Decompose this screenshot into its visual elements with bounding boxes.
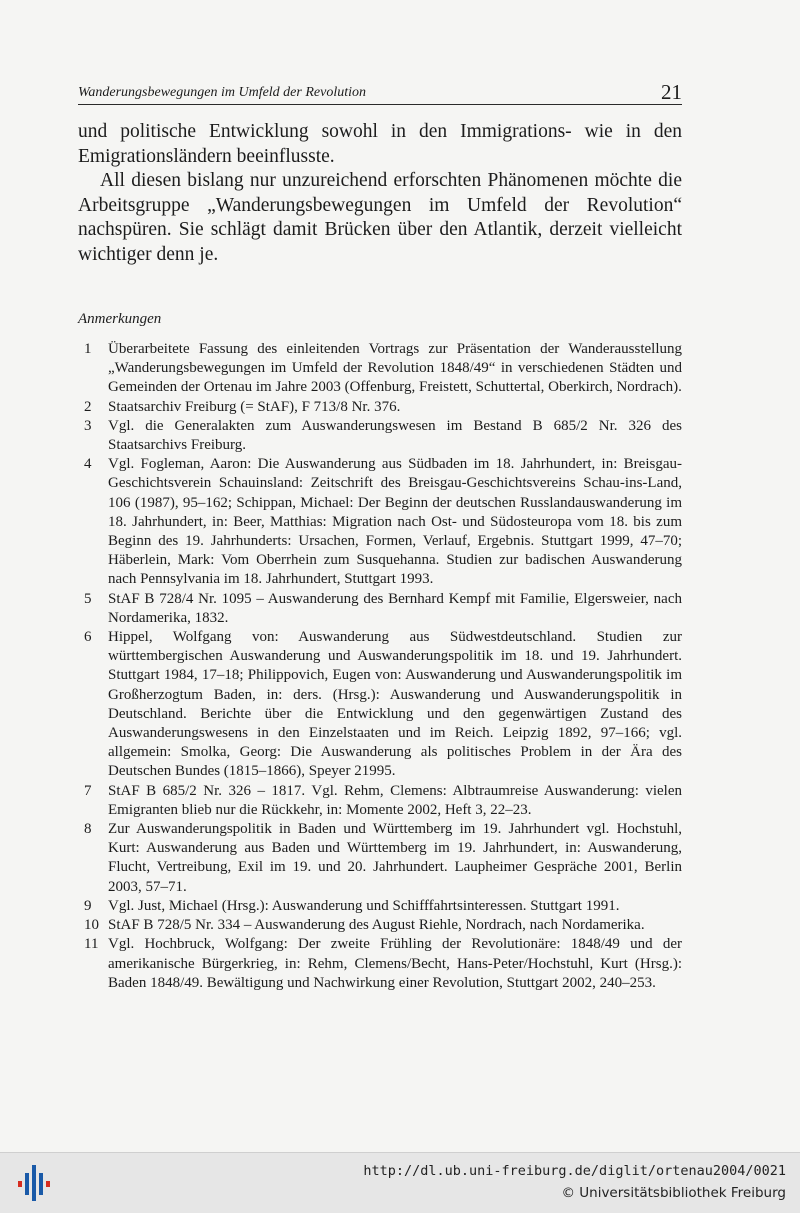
- note-item: [78, 820, 682, 897]
- note-item: [78, 340, 682, 398]
- note-item: [78, 782, 682, 820]
- note-number: 3: [84, 417, 92, 434]
- note-text: Vgl. Hochbruck, Wolfgang: Der zweite Frühling der Revolutionäre: 1848/49 und der amerikanische Bürgerkrieg, in: Rehm, Clemens/Becht, Hans-Peter/Hochstuhl, Kurt (Hrsg.): Baden 1848/49. Bewältigung und Nachwirkung einer Revolution, Stuttgart 2002, 240–253.: [108, 936, 682, 991]
- note-number: 11: [84, 936, 99, 953]
- note-number: 5: [84, 590, 92, 607]
- note-text: Hippel, Wolfgang von: Auswanderung aus Südwestdeutschland. Studien zur württembergischen Auswanderung und Auswanderungspolitik im 18. und 19. Jahrhundert. Stuttgart 1984, 17–18; Philippovich, Eugen von: Auswanderung und Auswanderungspolitik im Großherzogtum Baden, in: ders. (Hrsg.): Auswanderung und Auswanderungspolitik in Deutschland. Berichte über die Entwicklung und den gegenwärtigen Zustand des Auswanderungswesens in den Einzelstaaten und im Reich. Leipzig 1892, 97–166; vgl. allgemein: Smolka, Georg: Die Auswanderung als politisches Problem in der Ära des Deutschen Bundes (1815–1866), Speyer 21995.: [108, 629, 682, 780]
- note-number: 4: [84, 456, 92, 473]
- note-text: StAF B 728/4 Nr. 1095 – Auswanderung des Bernhard Kempf mit Familie, Elgersweier, nach Nordamerika, 1832.: [108, 590, 682, 626]
- running-title: Wanderungsbewegungen im Umfeld der Revolution: [78, 85, 366, 100]
- note-number: 9: [84, 897, 92, 914]
- note-text: Vgl. die Generalakten zum Auswanderungswesen im Bestand B 685/2 Nr. 326 des Staatsarchivs Freiburg.: [108, 417, 682, 454]
- note-text: Zur Auswanderungspolitik in Baden und Württemberg im 19. Jahrhundert vgl. Hochstuhl, Kurt: Auswanderung aus Baden und Württemberg im 19. Jahrhundert, in: Auswanderung, Flucht, Vertreibung, Exil im 19. und 20. Jahrhundert. Laupheimer Gespräche 2001, Berlin 2003, 57–71.: [108, 821, 682, 895]
- note-item: [78, 897, 682, 916]
- note-number: 7: [84, 782, 92, 799]
- paragraph: All diesen bislang nur unzureichend erforschten Phänomenen möchte die Arbeitsgruppe „Wanderungsbewegungen im Umfeld der Revolution“ nachspüren. Sie schlägt damit Brücken über den Atlantik, derzeit vielleicht wichtiger denn je.: [78, 170, 682, 265]
- document-url-link[interactable]: http://dl.ub.uni-freiburg.de/diglit/ortenau2004/0021: [363, 1163, 786, 1179]
- note-text: StAF B 685/2 Nr. 326 – 1817. Vgl. Rehm, Clemens: Albtraumreise Auswanderung: vielen Emigranten blieb nur die Rückkehr, in: Momente 2002, Heft 3, 22–23.: [108, 782, 682, 818]
- note-number: 6: [84, 629, 92, 646]
- note-text: Vgl. Just, Michael (Hrsg.): Auswanderung und Schifffahrtsinteressen. Stuttgart 1991.: [108, 897, 620, 914]
- notes-list: [78, 340, 682, 993]
- note-item: [78, 628, 682, 782]
- running-header: [78, 78, 682, 105]
- viewer-footer: [0, 1152, 800, 1213]
- body-text: [78, 120, 682, 267]
- page-number: 21: [661, 80, 682, 104]
- note-item: [78, 417, 682, 455]
- note-text: StAF B 728/5 Nr. 334 – Auswanderung des August Riehle, Nordrach, nach Nordamerika.: [108, 917, 645, 934]
- note-number: 2: [84, 398, 92, 415]
- note-text: Vgl. Fogleman, Aaron: Die Auswanderung aus Südbaden im 18. Jahrhundert, in: Breisgau-Geschichtsverein Schauinsland: Zeitschrift des Breisgau-Geschichtsvereins Schau-ins-Land, 106 (1987), 95–162; Schippan, Michael: Der Beginn der deutschen Russlandauswanderung im 18. Jahrhundert, in: Beer, Matthias: Migration nach Ost- und Südosteuropa vom 18. bis zum Beginn des 19. Jahrhunderts: Ursachen, Formen, Verlauf, Ergebnis. Stuttgart 1999, 47–70; Häberlein, Mark: Vom Oberrhein zum Susquehanna. Studien zur badischen Auswanderung nach Pennsylvania im 18. Jahrhundert, Stuttgart 1993.: [108, 456, 682, 588]
- paragraph: und politische Entwicklung sowohl in den Immigrations- wie in den Emigrationsländern beeinflusste.: [78, 121, 682, 167]
- note-text: Überarbeitete Fassung des einleitenden Vortrags zur Präsentation der Wanderausstellung „Wanderungsbewegungen im Umfeld der Revolution 1848/49“ in verschiedenen Städten und Gemeinden der Ortenau im Jahre 2003 (Offenburg, Freistett, Schuttertal, Oberkirch, Nordrach).: [108, 341, 682, 396]
- note-number: 8: [84, 821, 92, 838]
- notes-heading: Anmerkungen: [78, 311, 162, 327]
- note-text: Staatsarchiv Freiburg (= StAF), F 713/8 Nr. 376.: [108, 398, 401, 415]
- note-item: [78, 935, 682, 993]
- note-number: 1: [84, 341, 92, 357]
- note-number: 10: [84, 917, 99, 934]
- ub-freiburg-logo-icon[interactable]: [14, 1163, 54, 1203]
- note-item: [78, 590, 682, 628]
- note-item: [78, 916, 682, 935]
- copyright-text: © Universitätsbibliothek Freiburg: [561, 1185, 786, 1201]
- note-item: [78, 455, 682, 589]
- note-item: [78, 398, 682, 417]
